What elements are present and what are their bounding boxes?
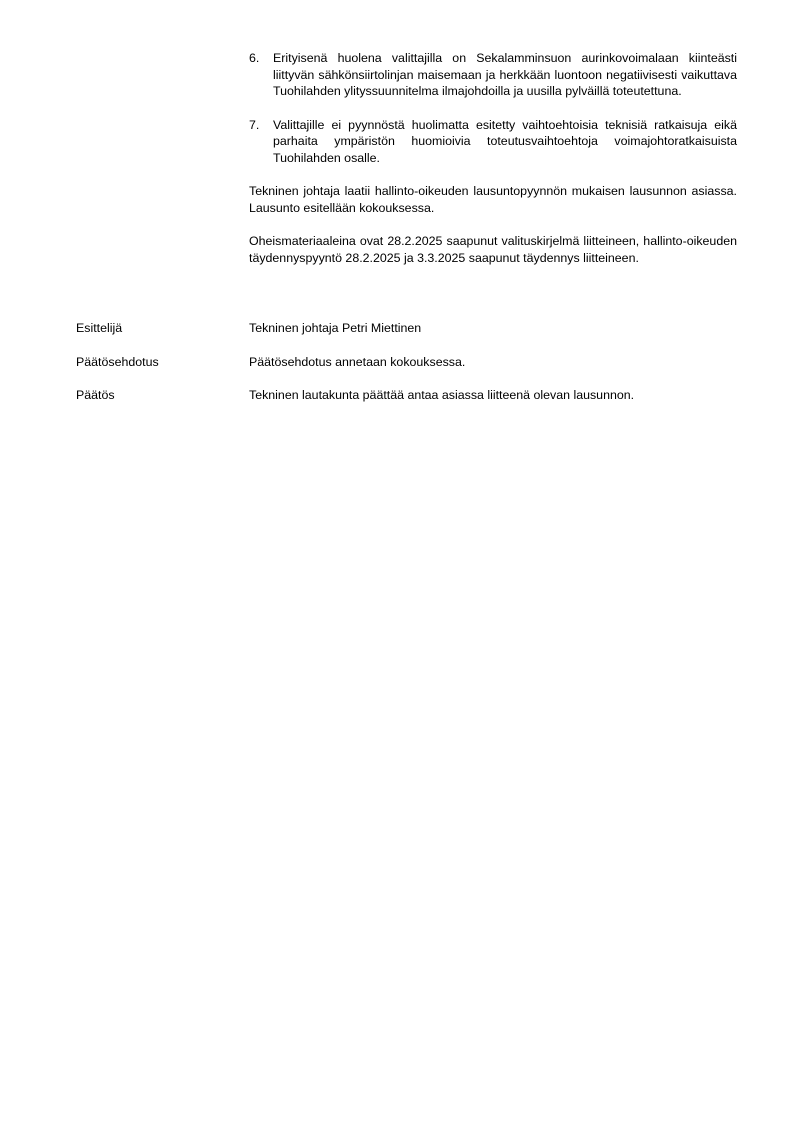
list-item-number: 7. bbox=[249, 117, 260, 132]
field-value: Tekninen lautakunta päättää antaa asiassa liitteenä olevan lausunnon. bbox=[249, 388, 635, 402]
field-label: Päätös bbox=[76, 388, 115, 402]
list-item-text: Erityisenä huolena valittajilla on Sekalamminsuon aurinkovoimalaan kiinteästi liittyvän sähkönsiirtolinjan maisemaan ja herkkään luontoon negatiivisesti vaikuttava Tuohilahden ylityssuunnitelma ilmajohdoilla ja uusilla pylväillä toteutettuna. bbox=[273, 51, 737, 98]
field-value: Tekninen johtaja Petri Miettinen bbox=[249, 321, 422, 335]
numbered-list-item bbox=[249, 117, 737, 167]
numbered-list-item bbox=[249, 50, 737, 100]
field-row-decision bbox=[0, 387, 794, 404]
body-paragraph: Tekninen johtaja laatii hallinto-oikeuden lausuntopyynnön mukaisen lausunnon asiassa. Lausunto esitellään kokouksessa. bbox=[249, 184, 737, 215]
field-value: Päätösehdotus annetaan kokouksessa. bbox=[249, 354, 466, 369]
field-row-presenter bbox=[0, 320, 794, 337]
field-label: Päätösehdotus bbox=[76, 354, 159, 369]
body-paragraph: Oheismateriaaleina ovat 28.2.2025 saapunut valituskirjelmä liitteineen, hallinto-oikeuden täydennyspyyntö 28.2.2025 ja 3.3.2025 saapunut täydennys liitteineen. bbox=[249, 234, 737, 265]
decision-fields bbox=[0, 320, 794, 421]
field-row-proposal bbox=[0, 354, 794, 371]
field-label: Esittelijä bbox=[76, 321, 123, 335]
list-item-text: Valittajille ei pyynnöstä huolimatta esitetty vaihtoehtoisia teknisiä ratkaisuja eikä parhaita ympäristön huomioivia toteutusvaihtoehtoja voimajohtoratkaisuista Tuohilahden osalle. bbox=[273, 117, 737, 165]
document-body bbox=[249, 50, 737, 283]
list-item-number: 6. bbox=[249, 51, 260, 65]
